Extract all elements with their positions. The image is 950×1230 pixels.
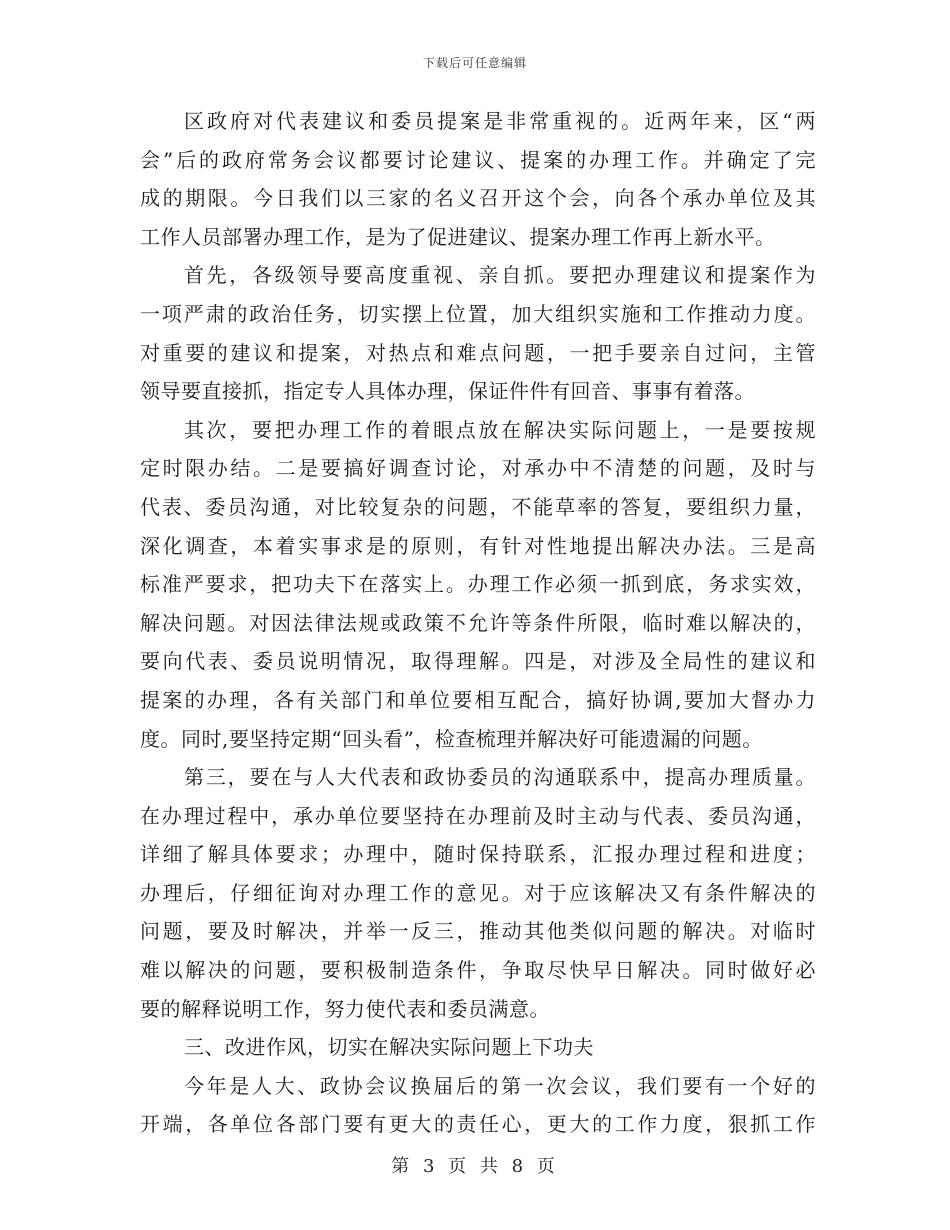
text-line: 第三，要在与人大代表和政协委员的沟通联系中，提高办理质量。 — [184, 765, 816, 790]
text-line: 深化调查，本着实事求是的原则，有针对性地提出解决办法。三是高 — [140, 533, 816, 558]
text-line: 详细了解具体要求；办理中，随时保持联系，汇报办理过程和进度； — [140, 842, 816, 867]
page-number: 第 3 页 共 8 页 — [391, 1156, 559, 1177]
text-line: 会”后的政府常务会议都要讨论建议、提案的办理工作。并确定了完 — [140, 147, 816, 172]
text-line: 要向代表、委员说明情况，取得理解。四是，对涉及全局性的建议和 — [140, 649, 816, 674]
text-line: 提案的办理，各有关部门和单位要相互配合，搞好协调,要加大督办力 — [140, 687, 816, 712]
text-line: 其次，要把办理工作的着眼点放在解决实际问题上，一是要按规 — [184, 417, 816, 442]
text-line: 问题，要及时解决，并举一反三，推动其他类似问题的解决。对临时 — [140, 919, 816, 944]
text-line: 今年是人大、政协会议换届后的第一次会议，我们要有一个好的 — [184, 1073, 816, 1098]
text-line: 工作人员部署办理工作，是为了促进建议、提案办理工作再上新水平。 — [140, 224, 776, 249]
text-line: 对重要的建议和提案，对热点和难点问题，一把手要亲自过问，主管 — [140, 340, 816, 365]
text-line: 首先，各级领导要高度重视、亲自抓。要把办理建议和提案作为 — [184, 263, 816, 288]
text-line: 代表、委员沟通，对比较复杂的问题，不能草率的答复，要组织力量， — [140, 494, 816, 519]
header-note: 下载后可任意编辑 — [422, 56, 527, 70]
text-line: 在办理过程中，承办单位要坚持在办理前及时主动与代表、委员沟通， — [140, 803, 816, 828]
text-line: 度。同时,要坚持定期“回头看”，检查梳理并解决好可能遗漏的问题。 — [140, 726, 763, 751]
text-line: 难以解决的问题，要积极制造条件，争取尽快早日解决。同时做好必 — [140, 958, 816, 983]
document-body — [140, 102, 816, 1144]
text-line: 区政府对代表建议和委员提案是非常重视的。近两年来，区“两 — [184, 109, 816, 133]
text-line: 成的期限。今日我们以三家的名义召开这个会，向各个承办单位及其 — [140, 186, 816, 211]
text-line: 开端，各单位各部门要有更大的责任心，更大的工作力度，狠抓工作 — [140, 1112, 816, 1137]
text-line: 定时限办结。二是要搞好调查讨论，对承办中不清楚的问题，及时与 — [140, 456, 816, 481]
text-line: 三、改进作风，切实在解决实际问题上下功夫 — [184, 1035, 594, 1060]
text-line: 办理后，仔细征询对办理工作的意见。对于应该解决又有条件解决的 — [140, 880, 816, 905]
text-line: 要的解释说明工作，努力使代表和委员满意。 — [140, 996, 550, 1021]
text-line: 领导要直接抓，指定专人具体办理，保证件件有回音、事事有着落。 — [140, 379, 755, 404]
text-line: 解决问题。对因法律法规或政策不允许等条件所限，临时难以解决的， — [140, 610, 816, 635]
text-line: 标准严要求，把功夫下在落实上。办理工作必须一抓到底，务求实效， — [140, 572, 816, 597]
text-line: 一项严肃的政治任务，切实摆上位置，加大组织实施和工作推动力度。 — [140, 301, 816, 326]
